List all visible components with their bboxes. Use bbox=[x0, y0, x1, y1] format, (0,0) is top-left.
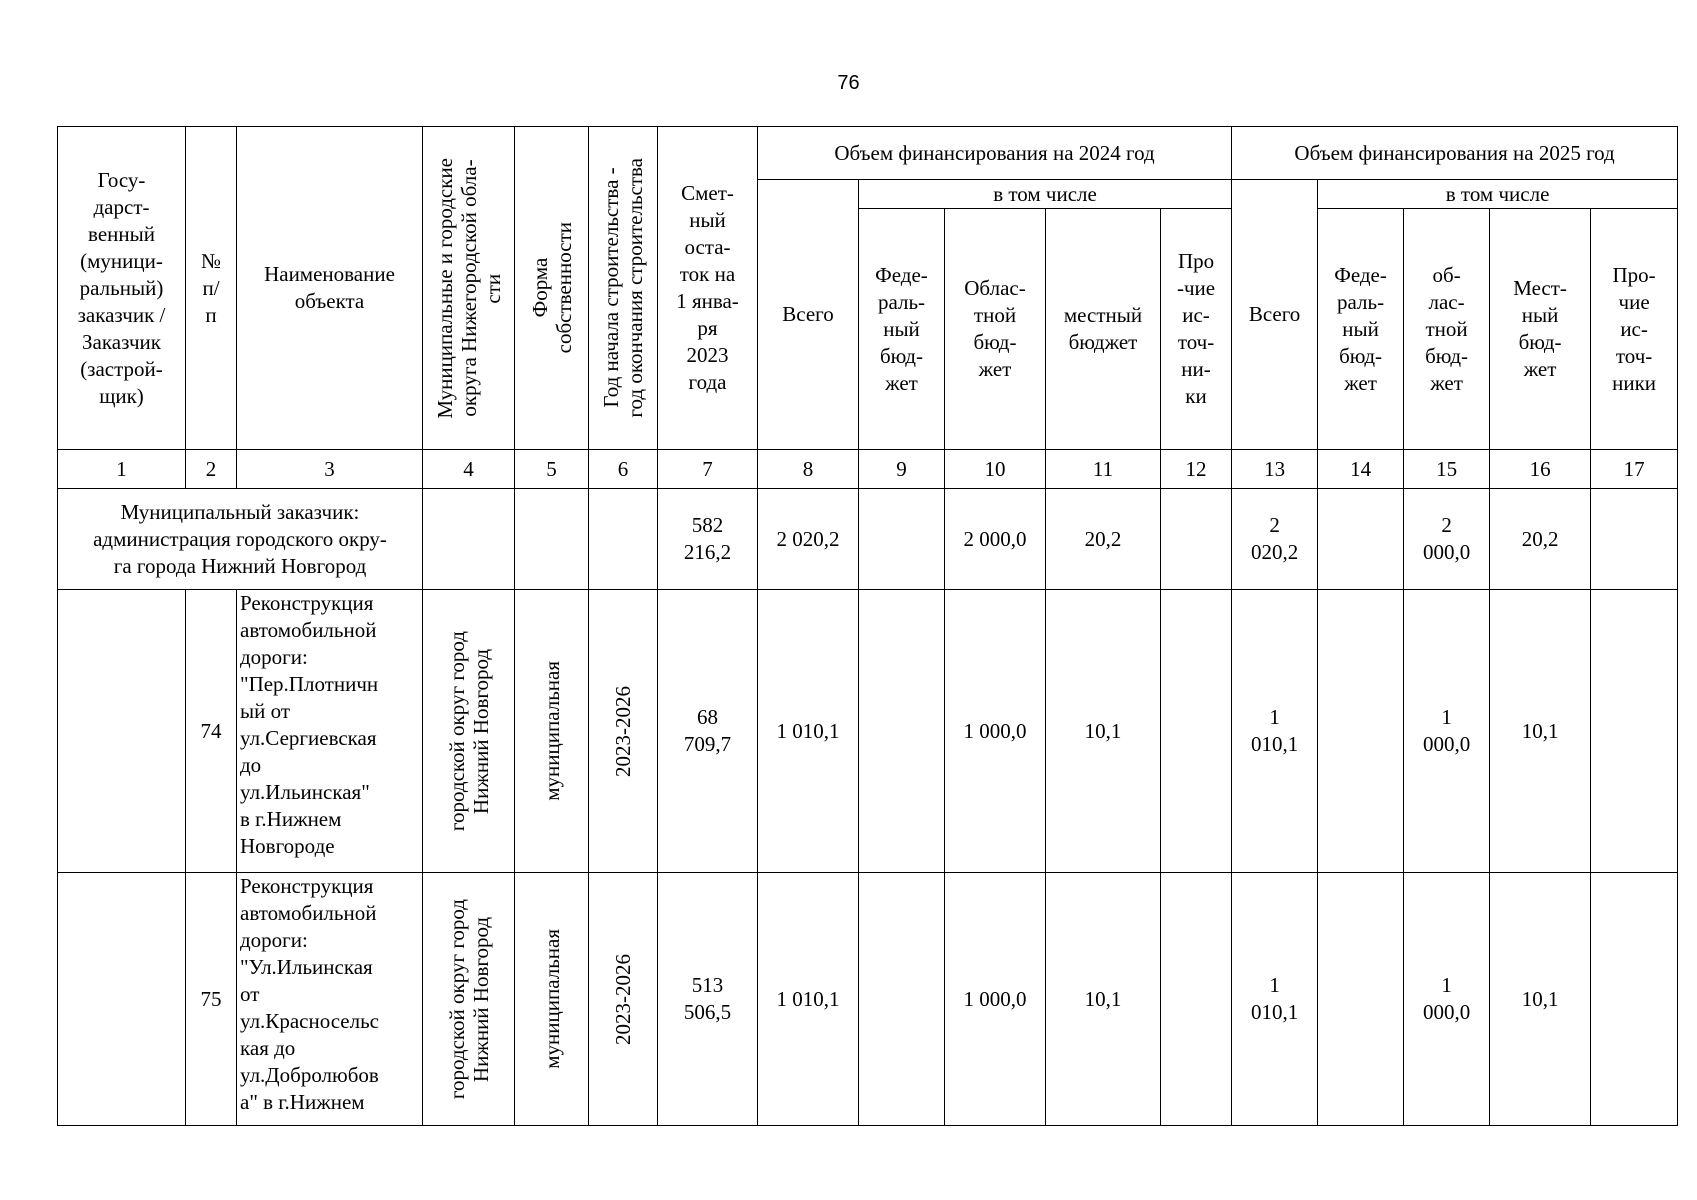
row-ownership: муниципальная bbox=[515, 873, 589, 1126]
group-local-2024: 20,2 bbox=[1046, 489, 1161, 590]
group-cell-empty bbox=[515, 489, 589, 590]
row-district: городской округ город Нижний Новгород bbox=[423, 873, 515, 1126]
header-other-2025: Про- чие ис- точ- ники bbox=[1591, 209, 1678, 450]
header-district: Муниципальные и городские округа Нижегородской обла- сти bbox=[423, 127, 515, 450]
column-number: 8 bbox=[758, 450, 859, 489]
row-local-2025: 10,1 bbox=[1490, 590, 1591, 873]
row-customer-empty bbox=[58, 590, 186, 873]
column-number: 14 bbox=[1318, 450, 1404, 489]
row-local-2024: 10,1 bbox=[1046, 873, 1161, 1126]
row-regional-2025: 1 000,0 bbox=[1404, 873, 1490, 1126]
header-financing-2024: Объем финансирования на 2024 год bbox=[758, 127, 1232, 180]
row-federal-2025 bbox=[1318, 873, 1404, 1126]
row-estimated-balance: 513 506,5 bbox=[658, 873, 758, 1126]
group-estimated-balance: 582 216,2 bbox=[658, 489, 758, 590]
page-number: 76 bbox=[837, 72, 860, 94]
header-other-2024: Про -чие ис- точ- ни- ки bbox=[1161, 209, 1232, 450]
header-item-number: № п/ п bbox=[186, 127, 237, 450]
header-federal-2024: Феде- раль- ный бюд- жет bbox=[859, 209, 945, 450]
row-other-2025 bbox=[1591, 590, 1678, 873]
column-number: 1 bbox=[58, 450, 186, 489]
header-construction-years: Год начала строительства - год окончания строительства bbox=[589, 127, 658, 450]
row-district: городской округ город Нижний Новгород bbox=[423, 590, 515, 873]
group-cell-empty bbox=[589, 489, 658, 590]
row-other-2024 bbox=[1161, 590, 1232, 873]
row-other-2024 bbox=[1161, 873, 1232, 1126]
column-number: 13 bbox=[1232, 450, 1318, 489]
column-number: 11 bbox=[1046, 450, 1161, 489]
group-total-2024: 2 020,2 bbox=[758, 489, 859, 590]
row-total-2024: 1 010,1 bbox=[758, 590, 859, 873]
row-local-2025: 10,1 bbox=[1490, 873, 1591, 1126]
group-cell-empty bbox=[423, 489, 515, 590]
row-local-2024: 10,1 bbox=[1046, 590, 1161, 873]
header-estimated-balance: Смет- ный оста- ток на 1 янва- ря 2023 года bbox=[658, 127, 758, 450]
group-total-2025: 2 020,2 bbox=[1232, 489, 1318, 590]
header-federal-2025: Феде- раль- ный бюд- жет bbox=[1318, 209, 1404, 450]
header-total-2025: Всего bbox=[1232, 180, 1318, 450]
header-total-2024: Всего bbox=[758, 180, 859, 450]
column-number: 12 bbox=[1161, 450, 1232, 489]
row-regional-2024: 1 000,0 bbox=[945, 590, 1046, 873]
group-regional-2025: 2 000,0 bbox=[1404, 489, 1490, 590]
group-cell-empty bbox=[1318, 489, 1404, 590]
header-row-1 bbox=[58, 127, 1678, 180]
column-number: 4 bbox=[423, 450, 515, 489]
row-number: 75 bbox=[186, 873, 237, 1126]
row-years: 2023-2026 bbox=[589, 873, 658, 1126]
group-regional-2024: 2 000,0 bbox=[945, 489, 1046, 590]
row-federal-2024 bbox=[859, 873, 945, 1126]
column-number: 6 bbox=[589, 450, 658, 489]
row-regional-2024: 1 000,0 bbox=[945, 873, 1046, 1126]
row-years: 2023-2026 bbox=[589, 590, 658, 873]
row-total-2025: 1 010,1 bbox=[1232, 873, 1318, 1126]
header-ownership: Форма собственности bbox=[515, 127, 589, 450]
column-number: 9 bbox=[859, 450, 945, 489]
column-number: 17 bbox=[1591, 450, 1678, 489]
group-cell-empty bbox=[859, 489, 945, 590]
group-local-2025: 20,2 bbox=[1490, 489, 1591, 590]
row-number: 74 bbox=[186, 590, 237, 873]
row-estimated-balance: 68 709,7 bbox=[658, 590, 758, 873]
header-local-2025: Мест- ный бюд- жет bbox=[1490, 209, 1591, 450]
row-regional-2025: 1 000,0 bbox=[1404, 590, 1490, 873]
header-including-2025: в том числе bbox=[1318, 180, 1678, 209]
group-cell-empty bbox=[1161, 489, 1232, 590]
row-federal-2025 bbox=[1318, 590, 1404, 873]
column-number: 10 bbox=[945, 450, 1046, 489]
header-customer: Госу- дарст- венный (муници- pальный) заказчик / Заказчик (застрой- щик) bbox=[58, 127, 186, 450]
row-ownership: муниципальная bbox=[515, 590, 589, 873]
header-object-name: Наименование объекта bbox=[237, 127, 423, 450]
row-customer-empty bbox=[58, 873, 186, 1126]
header-including-2024: в том числе bbox=[859, 180, 1232, 209]
column-number-row bbox=[58, 450, 1678, 489]
row-other-2025 bbox=[1591, 873, 1678, 1126]
column-number: 3 bbox=[237, 450, 423, 489]
table-row bbox=[58, 590, 1678, 873]
row-object-name: Реконструкция автомобильной дороги: "Ул.Ильинская от ул.Красносельс кая до ул.Добролюбов а" в г.Нижнем bbox=[237, 873, 423, 1126]
investment-program-table bbox=[57, 126, 1678, 1126]
column-number: 7 bbox=[658, 450, 758, 489]
header-local-2024: местный бюджет bbox=[1046, 209, 1161, 450]
customer-group-row bbox=[58, 489, 1678, 590]
column-number: 5 bbox=[515, 450, 589, 489]
table-row bbox=[58, 873, 1678, 1126]
row-total-2025: 1 010,1 bbox=[1232, 590, 1318, 873]
row-object-name: Реконструкция автомобильной дороги: "Пер.Плотничн ый от ул.Сергиевская до ул.Ильинская" в г.Нижнем Новгороде bbox=[237, 590, 423, 873]
header-financing-2025: Объем финансирования на 2025 год bbox=[1232, 127, 1678, 180]
row-total-2024: 1 010,1 bbox=[758, 873, 859, 1126]
column-number: 16 bbox=[1490, 450, 1591, 489]
column-number: 15 bbox=[1404, 450, 1490, 489]
group-customer: Муниципальный заказчик: администрация городского окру- га города Нижний Новгород bbox=[58, 489, 423, 590]
row-federal-2024 bbox=[859, 590, 945, 873]
header-regional-2025: об- лас- тной бюд- жет bbox=[1404, 209, 1490, 450]
header-regional-2024: Облас- тной бюд- жет bbox=[945, 209, 1046, 450]
group-cell-empty bbox=[1591, 489, 1678, 590]
column-number: 2 bbox=[186, 450, 237, 489]
